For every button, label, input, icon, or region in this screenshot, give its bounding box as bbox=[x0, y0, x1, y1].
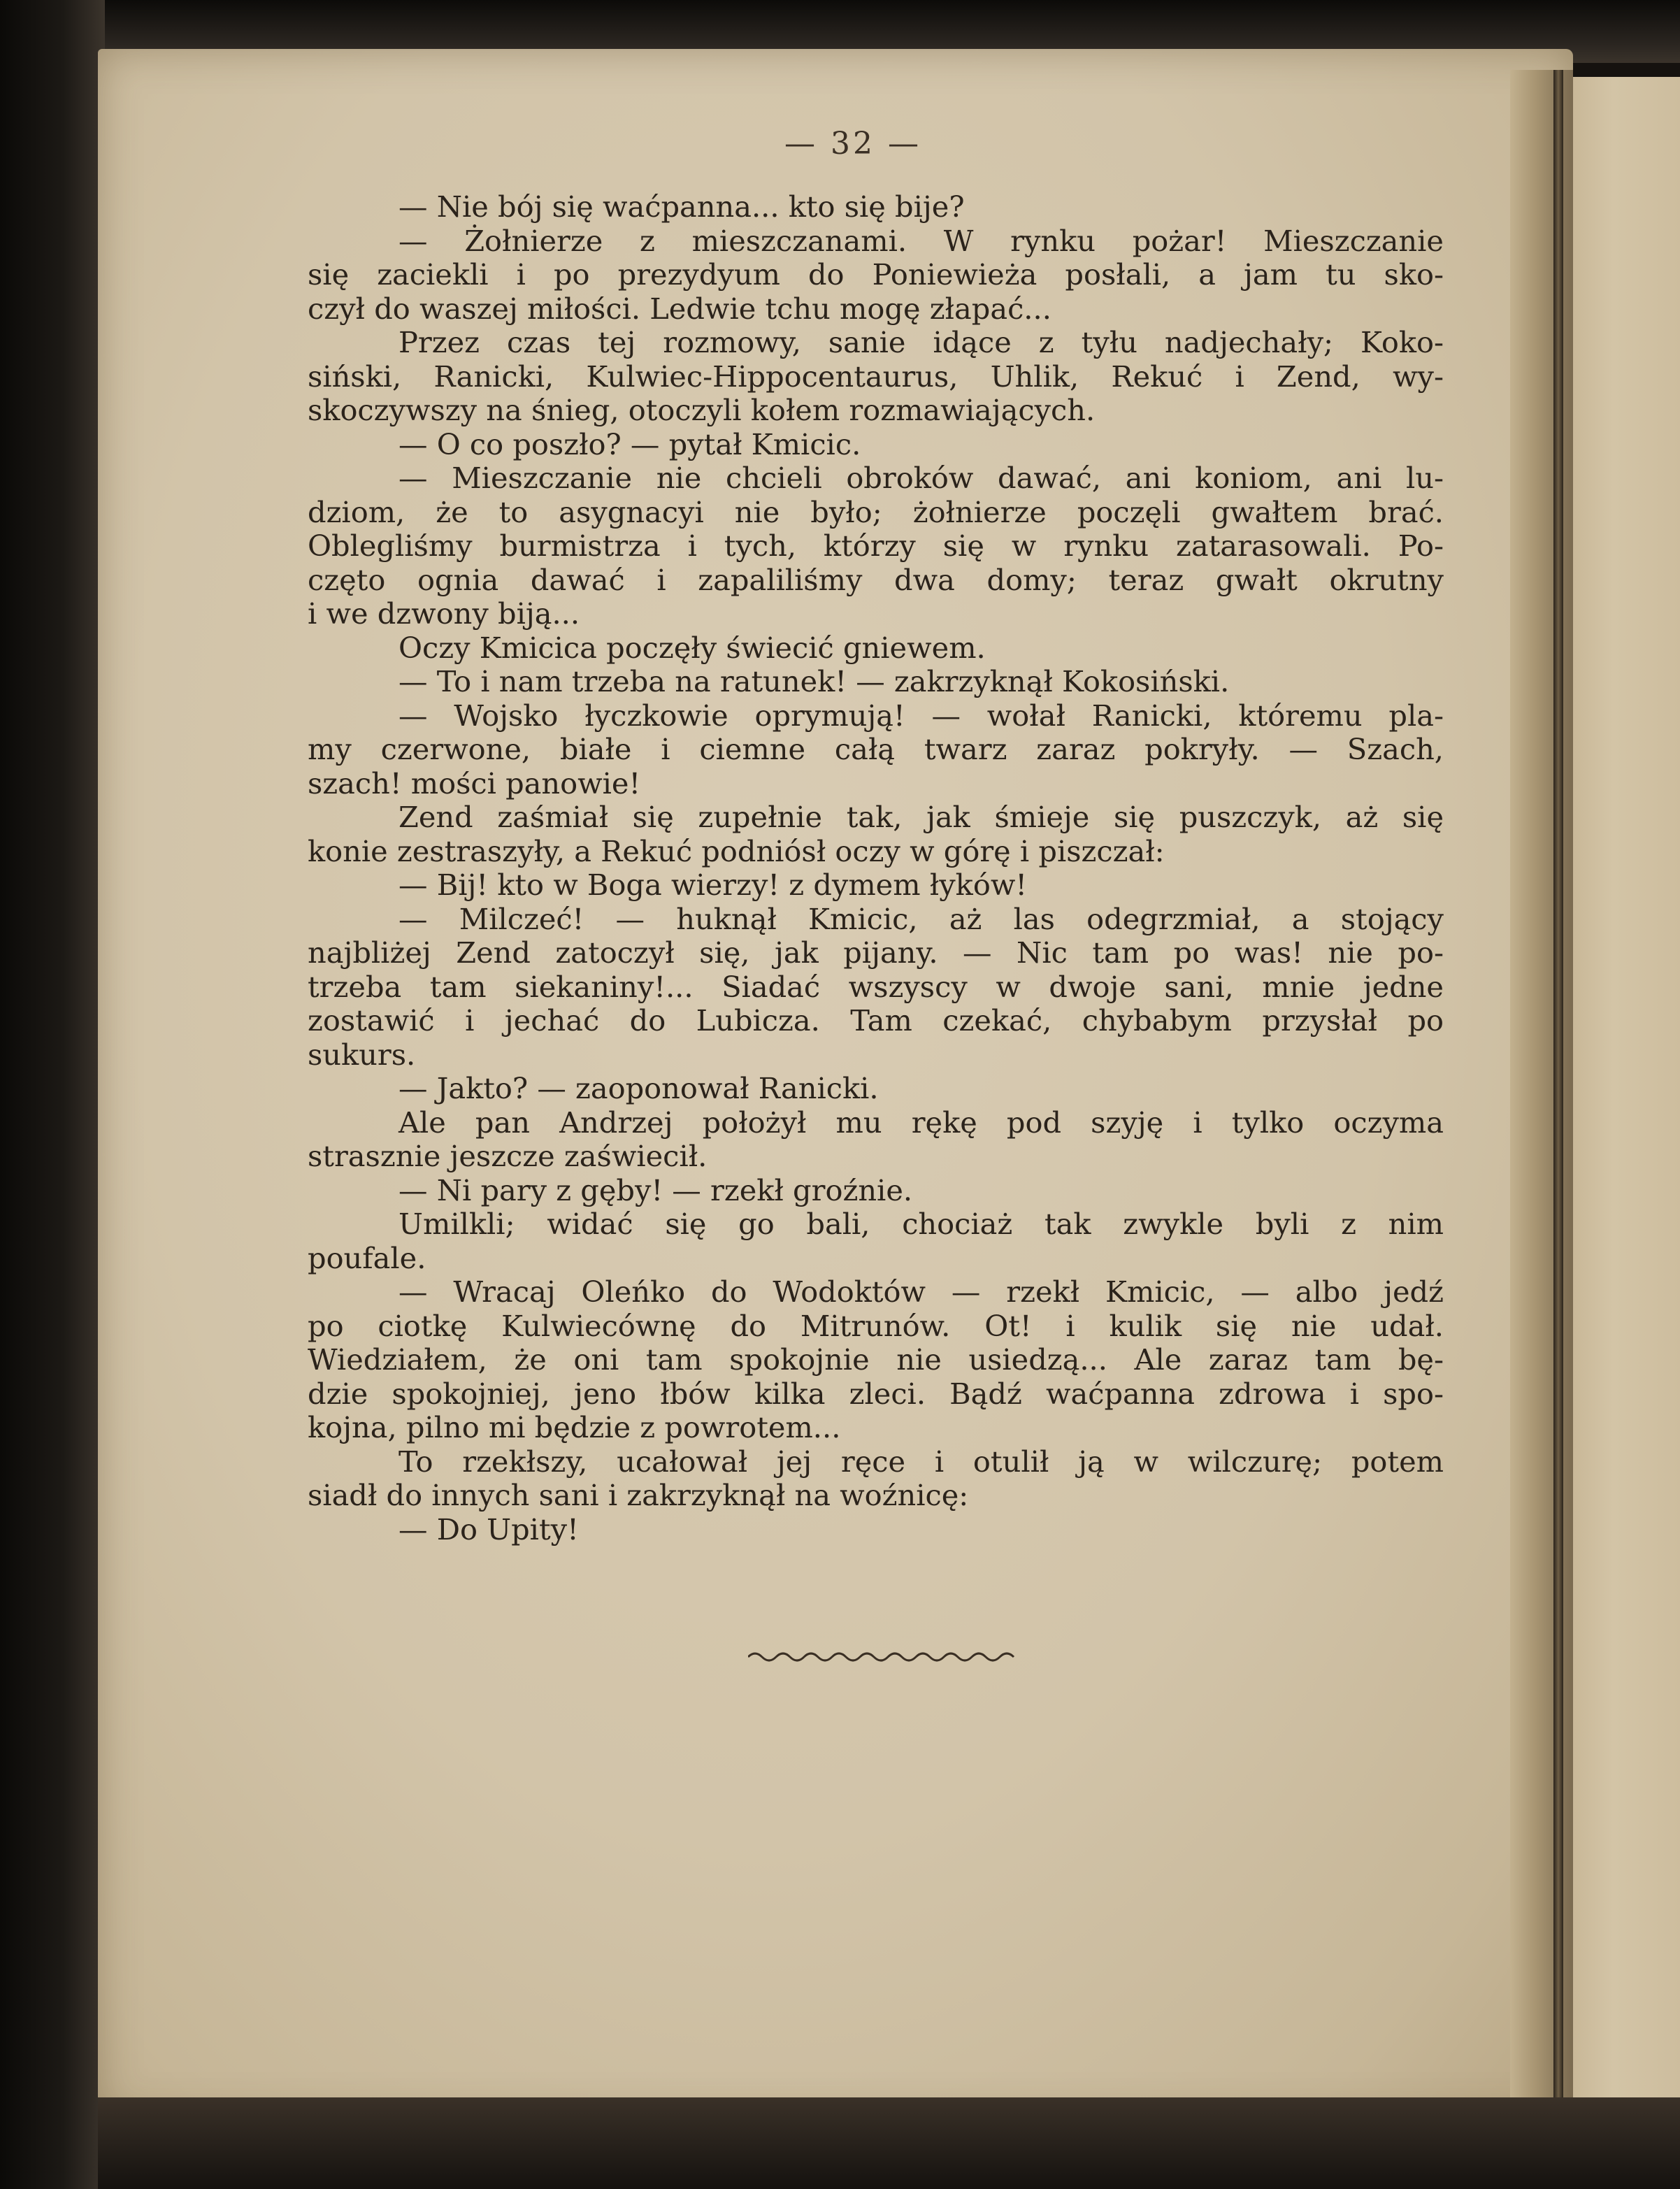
wavy-divider-icon bbox=[748, 1644, 1028, 1665]
text-line: najbliżej Zend zatoczył się, jak pijany. — Nic tam po was! nie po- bbox=[308, 935, 1444, 970]
text-line: konie zestraszyły, a Rekuć podniósł oczy w górę i piszczał: bbox=[308, 833, 1165, 868]
text-line: czył do waszej miłości. Ledwie tchu mogę złapać... bbox=[308, 291, 1051, 326]
text-line: sukurs. bbox=[308, 1037, 416, 1072]
text-line: — Ni pary z gęby! — rzekł groźnie. bbox=[399, 1172, 913, 1207]
text-line: — To i nam trzeba na ratunek! — zakrzyknął Kokosiński. bbox=[399, 664, 1230, 698]
text-line: To rzekłszy, ucałował jej ręce i otulił ją w wilczurę; potem bbox=[399, 1444, 1444, 1479]
text-line: dzie spokojniej, jeno łbów kilka zleci. Bądź waćpanna zdrowa i spo- bbox=[308, 1376, 1444, 1411]
text-line: — Nie bój się waćpanna... kto się bije? bbox=[399, 189, 965, 224]
text-line: Ale pan Andrzej położył mu rękę pod szyję i tylko oczyma bbox=[399, 1105, 1444, 1140]
text-line: Przez czas tej rozmowy, sanie idące z tyłu nadjechały; Koko- bbox=[399, 325, 1444, 359]
end-ornament bbox=[748, 1644, 1028, 1665]
text-line: — Żołnierze z mieszczanami. W rynku pożar! Mieszczanie bbox=[399, 223, 1444, 258]
text-line: skoczywszy na śnieg, otoczyli kołem rozmawiających. bbox=[308, 393, 1096, 427]
text-line: Zend zaśmiał się zupełnie tak, jak śmieje się puszczyk, aż się bbox=[399, 800, 1444, 834]
text-line: — Mieszczanie nie chcieli obroków dawać, ani koniom, ani lu- bbox=[399, 461, 1444, 495]
text-line: dziom, że to asygnacyi nie było; żołnierze poczęli gwałtem brać. bbox=[308, 494, 1444, 529]
text-line: — Bij! kto w Boga wierzy! z dymem łyków! bbox=[399, 868, 1028, 902]
text-line: my czerwone, białe i ciemne całą twarz zaraz pokryły. — Szach, bbox=[308, 732, 1444, 766]
text-line: — Jakto? — zaoponował Ranicki. bbox=[399, 1071, 879, 1105]
text-line: — Wojsko łyczkowie oprymują! — wołał Ranicki, któremu pla- bbox=[399, 698, 1444, 733]
text-line: szach! mości panowie! bbox=[308, 766, 641, 801]
page-text bbox=[308, 190, 1444, 1546]
text-line: siadł do innych sani i zakrzyknął na woźnicę: bbox=[308, 1478, 969, 1512]
adjacent-page-edge bbox=[1559, 77, 1680, 2104]
scan-background-bottom bbox=[98, 2097, 1680, 2189]
text-line: poufale. bbox=[308, 1240, 426, 1275]
text-line: siński, Ranicki, Kulwiec-Hippocentaurus, Uhlik, Rekuć i Zend, wy- bbox=[308, 359, 1444, 394]
page-number: — 32 — bbox=[784, 126, 921, 162]
text-line: — Milczeć! — huknął Kmicic, aż las odegrzmiał, a stojący bbox=[399, 901, 1444, 936]
text-line: się zaciekli i po prezydyum do Poniewieża posłali, a jam tu sko- bbox=[308, 257, 1444, 292]
book-spine bbox=[1553, 70, 1563, 2111]
scan-background-left bbox=[0, 0, 105, 2189]
text-line: Umilkli; widać się go bali, chociaż tak zwykle byli z nim bbox=[399, 1207, 1444, 1241]
text-line: i we dzwony biją... bbox=[308, 596, 580, 631]
text-line: zostawić i jechać do Lubicza. Tam czekać, chybabym przysłał po bbox=[308, 1003, 1444, 1038]
text-line: Wiedziałem, że oni tam spokojnie nie usiedzą... Ale zaraz tam bę- bbox=[308, 1342, 1444, 1377]
text-line: — O co poszło? — pytał Kmicic. bbox=[399, 426, 861, 461]
page-gutter-shadow bbox=[1510, 70, 1573, 2111]
text-line: — Do Upity! bbox=[399, 1512, 579, 1546]
text-line: Oblegliśmy burmistrza i tych, którzy się w rynku zatarasowali. Po- bbox=[308, 529, 1444, 563]
text-line: strasznie jeszcze zaświecił. bbox=[308, 1139, 708, 1173]
text-line: trzeba tam siekaniny!... Siadać wszyscy w dwoje sani, mnie jedne bbox=[308, 969, 1444, 1004]
text-line: Oczy Kmicica poczęły świecić gniewem. bbox=[399, 630, 986, 665]
text-line: kojna, pilno mi będzie z powrotem... bbox=[308, 1410, 841, 1444]
text-line: częto ognia dawać i zapaliliśmy dwa domy; teraz gwałt okrutny bbox=[308, 562, 1444, 597]
text-line: po ciotkę Kulwiecównę do Mitrunów. Ot! i kulik się nie udał. bbox=[308, 1308, 1444, 1343]
text-line: — Wracaj Oleńko do Wodoktów — rzekł Kmicic, — albo jedź bbox=[399, 1275, 1444, 1309]
